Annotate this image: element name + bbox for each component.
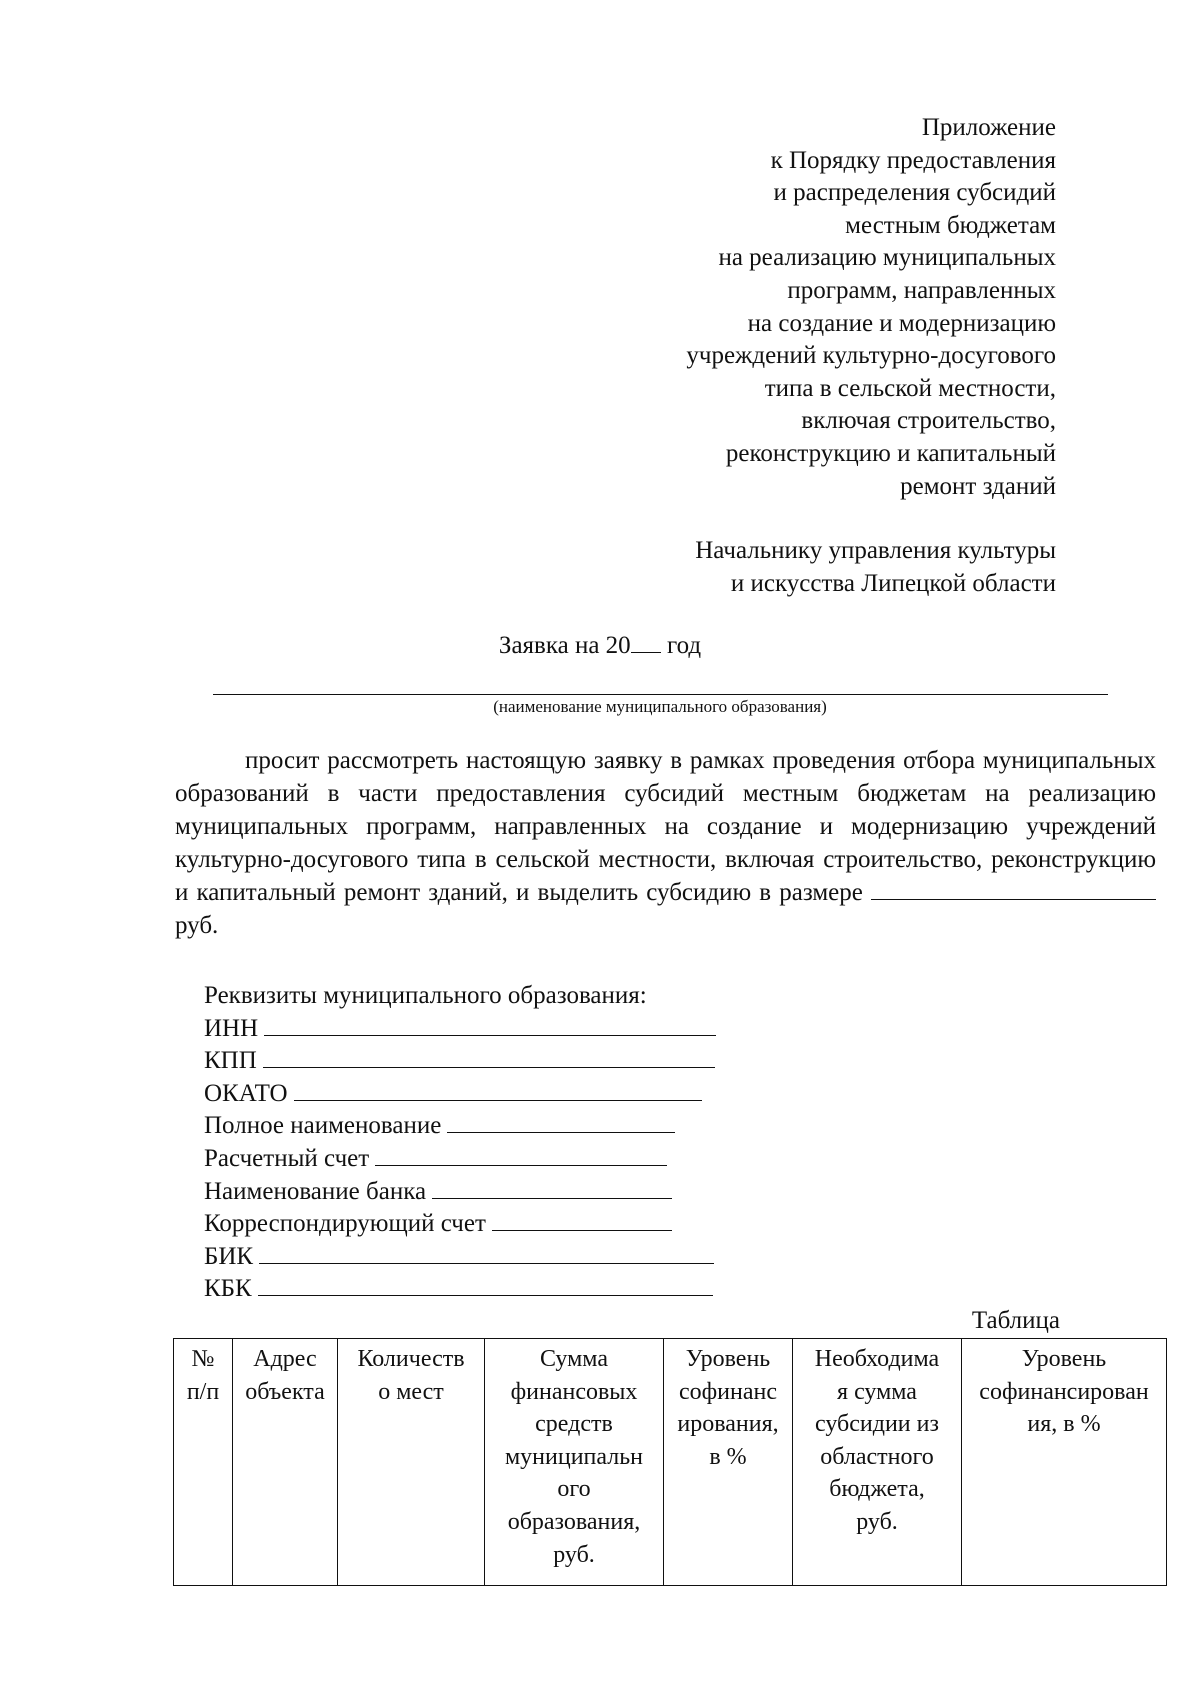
header-line: Необходима <box>814 1346 940 1372</box>
kbk-field[interactable] <box>258 1275 713 1296</box>
header-line: № <box>191 1346 215 1372</box>
header-line: ия, в % <box>1027 1411 1101 1438</box>
header-line: Адрес <box>253 1346 317 1372</box>
appendix-line: к Порядку предоставления <box>770 146 1056 174</box>
header-line: образования, <box>507 1508 641 1535</box>
requisite-label: Полное наименование <box>204 1112 442 1140</box>
requisite-bik <box>204 1241 716 1274</box>
header-line: о мест <box>378 1378 444 1405</box>
header-line: областного <box>820 1443 934 1470</box>
requisites-block <box>204 980 716 1306</box>
requisite-bank <box>204 1176 716 1209</box>
header-line: объекта <box>245 1378 325 1405</box>
addressee-line: Начальнику управления культуры <box>695 537 1056 564</box>
requisite-label: Расчетный счет <box>204 1144 370 1172</box>
header-line: руб. <box>553 1541 595 1568</box>
addressee-block <box>695 534 1056 600</box>
inn-field[interactable] <box>264 1015 716 1036</box>
appendix-line: местным бюджетам <box>845 211 1056 239</box>
bank-field[interactable] <box>432 1178 672 1199</box>
requisite-label: Наименование банка <box>204 1177 427 1205</box>
requisites-heading: Реквизиты муниципального образования: <box>204 982 647 1009</box>
header-line: финансовых <box>510 1378 638 1405</box>
col-address-header <box>233 1339 338 1586</box>
appendix-line: программ, направленных <box>787 276 1056 304</box>
header-line: руб. <box>856 1508 898 1535</box>
header-line: ирования, <box>677 1411 779 1438</box>
application-table <box>173 1338 1167 1586</box>
request-unit: руб. <box>175 912 219 939</box>
col-subsidy-amount-header <box>793 1339 962 1586</box>
col-seats-header <box>338 1339 485 1586</box>
requisite-label: КБК <box>204 1275 252 1303</box>
header-line: средств <box>535 1411 613 1438</box>
requisite-full-name <box>204 1110 716 1143</box>
requisite-label: ИНН <box>204 1014 259 1042</box>
requisite-kpp <box>204 1045 716 1078</box>
requisite-kbk <box>204 1273 716 1306</box>
appendix-block <box>686 112 1056 503</box>
appendix-line: типа в сельской местности, <box>764 374 1056 402</box>
requisite-inn <box>204 1013 716 1046</box>
title-prefix: Заявка на 20 <box>498 632 631 659</box>
header-line: в % <box>709 1443 747 1470</box>
corr-account-field[interactable] <box>492 1210 672 1231</box>
header-line: п/п <box>186 1378 220 1405</box>
col-cofinancing-level-header <box>664 1339 793 1586</box>
okato-field[interactable] <box>294 1080 702 1101</box>
municipality-name-field[interactable] <box>213 694 1108 695</box>
table-header-row <box>174 1339 1167 1586</box>
col-municipal-funds-header <box>485 1339 664 1586</box>
full-name-field[interactable] <box>447 1112 675 1133</box>
header-line: софинанс <box>678 1378 778 1405</box>
header-line: я сумма <box>837 1378 917 1405</box>
header-line: софинансирован <box>979 1378 1149 1405</box>
requisite-label: Корреспондирующий счет <box>204 1210 486 1238</box>
requisite-okato <box>204 1078 716 1111</box>
kpp-field[interactable] <box>263 1047 715 1068</box>
col-number-header <box>174 1339 233 1586</box>
requisite-corr-account <box>204 1208 716 1241</box>
header-line: Сумма <box>540 1346 608 1372</box>
header-line: муниципальн <box>504 1443 644 1470</box>
request-text: просит рассмотреть настоящую заявку в рамках проведения отбора муниципальных образований в части предоставления субсидий местным бюджетам на реализацию муниципальных программ, направленных на создание и модернизацию учреждений культурно-досугового типа в сельской местности, включая строительство, реконструкцию и капитальный ремонт зданий, и выделить субсидию в размере <box>175 747 1156 906</box>
year-blank-field[interactable] <box>631 634 661 653</box>
appendix-line: ремонт зданий <box>900 472 1056 500</box>
requisite-label: КПП <box>204 1047 257 1075</box>
appendix-line: и распределения субсидий <box>773 179 1056 207</box>
table-caption: Таблица <box>971 1307 1060 1334</box>
subsidy-amount-field[interactable] <box>871 879 1156 900</box>
header-line: субсидии из <box>815 1411 939 1438</box>
addressee-line: и искусства Липецкой области <box>730 570 1056 597</box>
header-line: Уровень <box>685 1346 771 1372</box>
requisite-label: ОКАТО <box>204 1079 288 1107</box>
appendix-line: реконструкцию и капитальный <box>725 439 1056 467</box>
title-suffix: год <box>666 632 702 659</box>
col-cofinancing-percent-header <box>962 1339 1167 1586</box>
request-paragraph <box>175 744 1156 942</box>
bik-field[interactable] <box>259 1243 714 1264</box>
appendix-line: учреждений культурно-досугового <box>686 342 1056 370</box>
requisite-account <box>204 1143 716 1176</box>
page-title <box>0 632 1200 660</box>
header-line: Количеств <box>357 1346 465 1372</box>
appendix-line: на реализацию муниципальных <box>718 244 1056 272</box>
requisite-label: БИК <box>204 1242 254 1270</box>
appendix-line: Приложение <box>921 114 1056 141</box>
header-line: Уровень <box>1021 1346 1107 1372</box>
account-field[interactable] <box>375 1145 667 1166</box>
municipality-caption: (наименование муниципального образования) <box>493 697 827 716</box>
header-line: бюджета, <box>829 1476 925 1503</box>
header-line: ого <box>557 1476 591 1503</box>
appendix-line: включая строительство, <box>801 407 1056 435</box>
appendix-line: на создание и модернизацию <box>747 309 1056 337</box>
